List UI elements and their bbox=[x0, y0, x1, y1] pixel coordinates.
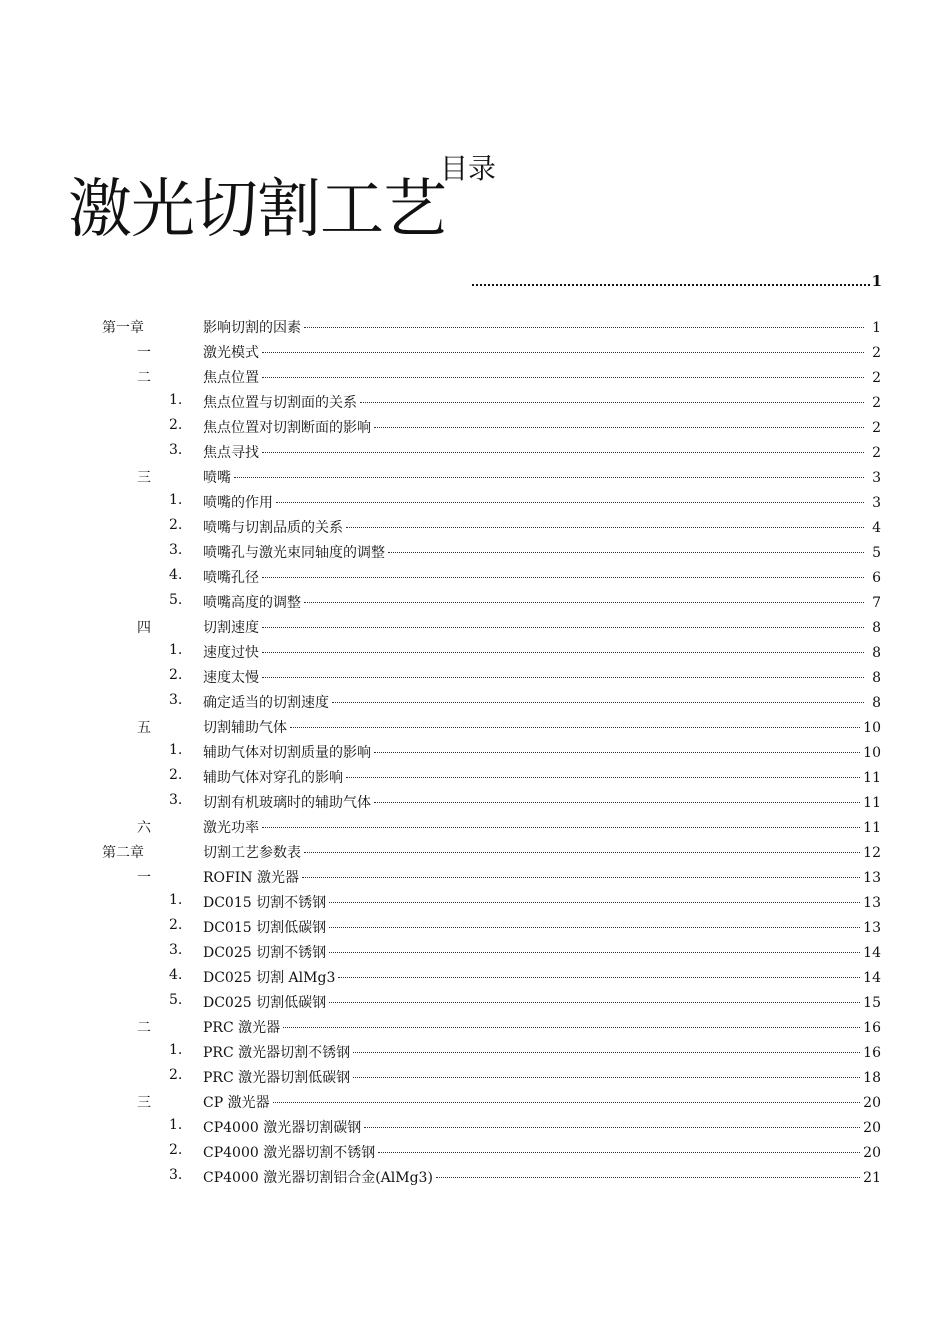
toc-entry-line bbox=[203, 517, 881, 537]
dot-leader bbox=[329, 1002, 860, 1003]
toc-entry-page: 11 bbox=[863, 770, 881, 786]
toc-entry-number: 一 bbox=[137, 870, 151, 886]
dot-leader bbox=[346, 777, 860, 778]
toc-entry-title[interactable]: ROFIN 激光器 bbox=[203, 870, 299, 886]
toc-entry[interactable] bbox=[0, 1163, 950, 1188]
toc-entry-page: 2 bbox=[872, 395, 881, 411]
toc-entry-line bbox=[203, 767, 881, 787]
toc-entry-page: 16 bbox=[863, 1020, 881, 1036]
toc-entry-page: 2 bbox=[872, 370, 881, 386]
dot-leader bbox=[304, 602, 864, 603]
toc-entry-title[interactable]: 焦点位置 bbox=[203, 370, 259, 386]
toc-entry-title[interactable]: DC025 切割不锈钢 bbox=[203, 945, 327, 961]
toc-entry-page: 14 bbox=[863, 945, 881, 961]
toc-entry-title[interactable]: CP4000 激光器切割不锈钢 bbox=[203, 1145, 376, 1161]
toc-entry-title[interactable]: PRC 激光器切割不锈钢 bbox=[203, 1045, 351, 1061]
toc-entry[interactable] bbox=[0, 388, 950, 413]
toc-entry-line bbox=[203, 1017, 881, 1037]
dot-leader bbox=[353, 1052, 860, 1053]
toc-entry-line bbox=[203, 542, 881, 562]
toc-entry-title[interactable]: 切割有机玻璃时的辅助气体 bbox=[203, 795, 371, 811]
toc-entry-number: 2. bbox=[169, 767, 183, 783]
toc-entry-title[interactable]: 影响切割的因素 bbox=[203, 320, 301, 336]
toc-entry[interactable] bbox=[0, 863, 950, 888]
toc-entry-number: 3. bbox=[169, 442, 183, 458]
toc-entry-page: 8 bbox=[872, 670, 881, 686]
dot-leader bbox=[262, 352, 864, 353]
toc-entry[interactable] bbox=[0, 463, 950, 488]
toc-entry-page: 14 bbox=[863, 970, 881, 986]
toc-entry-title[interactable]: 焦点位置与切割面的关系 bbox=[203, 395, 357, 411]
toc-entry-title[interactable]: CP 激光器 bbox=[203, 1095, 270, 1111]
toc-entry-line bbox=[203, 867, 881, 887]
toc-entry-title[interactable]: 辅助气体对穿孔的影响 bbox=[203, 770, 343, 786]
toc-entry-line bbox=[203, 717, 881, 737]
toc-entry-number: 3. bbox=[169, 1167, 183, 1183]
toc-entry-number: 第一章 bbox=[102, 320, 144, 336]
toc-entry-page: 11 bbox=[863, 795, 881, 811]
toc-entry-title[interactable]: DC015 切割低碳钢 bbox=[203, 920, 327, 936]
toc-entry-number: 2. bbox=[169, 517, 183, 533]
toc-entry[interactable] bbox=[0, 338, 950, 363]
dot-leader bbox=[290, 727, 860, 728]
toc-entry-title[interactable]: 切割速度 bbox=[203, 620, 259, 636]
toc-entry[interactable] bbox=[0, 1138, 950, 1163]
toc-entry-number: 2. bbox=[169, 667, 183, 683]
toc-entry-title[interactable]: 辅助气体对切割质量的影响 bbox=[203, 745, 371, 761]
toc-entry-line bbox=[203, 342, 881, 362]
toc-entry-number: 1. bbox=[169, 892, 183, 908]
toc-entry[interactable] bbox=[0, 613, 950, 638]
toc-entry-number: 第二章 bbox=[102, 845, 144, 861]
dot-leader bbox=[374, 427, 864, 428]
toc-entry[interactable] bbox=[0, 1088, 950, 1113]
toc-entry-number: 5. bbox=[169, 992, 183, 1008]
dot-leader bbox=[436, 1177, 860, 1178]
toc-entry-line bbox=[203, 1067, 881, 1087]
toc-entry[interactable] bbox=[0, 1013, 950, 1038]
dot-leader bbox=[329, 952, 860, 953]
dot-leader bbox=[329, 927, 860, 928]
toc-entry-line bbox=[203, 442, 881, 462]
toc-entry-page: 6 bbox=[872, 570, 881, 586]
toc-entry-title[interactable]: 切割工艺参数表 bbox=[203, 845, 301, 861]
dot-leader bbox=[338, 977, 860, 978]
toc-entry[interactable] bbox=[0, 688, 950, 713]
toc-entry[interactable] bbox=[0, 913, 950, 938]
toc-entry-page: 8 bbox=[872, 695, 881, 711]
toc-entry-page: 7 bbox=[872, 595, 881, 611]
toc-entry-line bbox=[203, 317, 881, 337]
toc-entry-number: 1. bbox=[169, 1117, 183, 1133]
toc-entry-page: 8 bbox=[872, 620, 881, 636]
toc-entry-page: 8 bbox=[872, 645, 881, 661]
toc-entry-page: 2 bbox=[872, 420, 881, 436]
dot-leader bbox=[378, 1152, 860, 1153]
toc-entry-title[interactable]: PRC 激光器切割低碳钢 bbox=[203, 1070, 351, 1086]
toc-entry[interactable] bbox=[0, 363, 950, 388]
toc-entry-line bbox=[203, 1042, 881, 1062]
toc-entry-number: 2. bbox=[169, 1067, 183, 1083]
toc-entry[interactable] bbox=[0, 638, 950, 663]
toc-entry-line bbox=[203, 642, 881, 662]
toc-entry-number: 三 bbox=[137, 1095, 151, 1111]
toc-entry-line bbox=[203, 917, 881, 937]
toc-entry-title[interactable]: DC025 切割低碳钢 bbox=[203, 995, 327, 1011]
toc-entry-title[interactable]: DC015 切割不锈钢 bbox=[203, 895, 327, 911]
toc-entry-title[interactable]: 激光模式 bbox=[203, 345, 259, 361]
dot-leader bbox=[304, 327, 864, 328]
toc-entry-page: 18 bbox=[863, 1070, 881, 1086]
toc-entry-page: 3 bbox=[872, 495, 881, 511]
toc-entry-page: 13 bbox=[863, 870, 881, 886]
toc-entry-line bbox=[203, 417, 881, 437]
toc-entry-title[interactable]: 喷嘴的作用 bbox=[203, 495, 273, 511]
document-title: 激光切割工艺 bbox=[68, 173, 446, 247]
toc-entry-number: 4. bbox=[169, 567, 183, 583]
dot-leader bbox=[353, 1077, 860, 1078]
toc-entry-page: 4 bbox=[872, 520, 881, 536]
toc-entry-line bbox=[203, 1092, 881, 1112]
toc-entry[interactable] bbox=[0, 763, 950, 788]
toc-entry-line bbox=[203, 667, 881, 687]
toc-entry-page: 13 bbox=[863, 895, 881, 911]
dot-leader bbox=[346, 527, 864, 528]
toc-entry-title[interactable]: 速度过快 bbox=[203, 645, 259, 661]
toc-entry[interactable] bbox=[0, 513, 950, 538]
toc-entry-number: 二 bbox=[137, 1020, 151, 1036]
toc-entry[interactable] bbox=[0, 413, 950, 438]
dot-leader bbox=[262, 677, 864, 678]
toc-entry-number: 3. bbox=[169, 942, 183, 958]
toc-entry-page: 20 bbox=[863, 1095, 881, 1111]
toc-entry-number: 1. bbox=[169, 642, 183, 658]
toc-entry-page: 3 bbox=[872, 470, 881, 486]
dot-leader bbox=[273, 1102, 861, 1103]
toc-entry-page: 12 bbox=[863, 845, 881, 861]
toc-entry-page: 2 bbox=[872, 445, 881, 461]
toc-entry-number: 四 bbox=[137, 620, 151, 636]
toc-entry[interactable] bbox=[0, 963, 950, 988]
toc-entry[interactable] bbox=[0, 1038, 950, 1063]
toc-entry-line bbox=[203, 1142, 881, 1162]
toc-entry-title[interactable]: 焦点位置对切割断面的影响 bbox=[203, 420, 371, 436]
toc-entry-title[interactable]: 喷嘴高度的调整 bbox=[203, 595, 301, 611]
toc-entry-number: 2. bbox=[169, 1142, 183, 1158]
dot-leader bbox=[302, 877, 860, 878]
toc-entry-line bbox=[203, 1117, 881, 1137]
toc-entry[interactable] bbox=[0, 663, 950, 688]
dot-leader bbox=[262, 452, 864, 453]
toc-entry-title[interactable]: 喷嘴 bbox=[203, 470, 231, 486]
toc-entry-line bbox=[203, 492, 881, 512]
toc-entry[interactable] bbox=[0, 813, 950, 838]
toc-entry-page: 20 bbox=[863, 1145, 881, 1161]
toc-entry-number: 五 bbox=[137, 720, 151, 736]
toc-entry-title[interactable]: 速度太慢 bbox=[203, 670, 259, 686]
table-of-contents bbox=[0, 313, 950, 1188]
dot-leader bbox=[364, 1127, 860, 1128]
toc-entry-line bbox=[203, 467, 881, 487]
dot-leader bbox=[374, 802, 860, 803]
toc-entry-number: 3. bbox=[169, 792, 183, 808]
toc-entry-number: 1. bbox=[169, 742, 183, 758]
toc-entry-number: 2. bbox=[169, 917, 183, 933]
dot-leader bbox=[332, 702, 864, 703]
dot-leader bbox=[283, 1027, 860, 1028]
toc-entry-number: 5. bbox=[169, 592, 183, 608]
toc-entry-title[interactable]: 喷嘴孔径 bbox=[203, 570, 259, 586]
toc-entry-line bbox=[203, 842, 881, 862]
toc-entry-title[interactable]: 焦点寻找 bbox=[203, 445, 259, 461]
toc-entry-number: 1. bbox=[169, 1042, 183, 1058]
toc-entry-line bbox=[203, 617, 881, 637]
toc-entry-number: 三 bbox=[137, 470, 151, 486]
toc-entry-page: 20 bbox=[863, 1120, 881, 1136]
toc-first-line[interactable] bbox=[472, 272, 882, 290]
toc-entry-number: 二 bbox=[137, 370, 151, 386]
toc-entry-line bbox=[203, 1167, 881, 1187]
dot-leader bbox=[262, 377, 864, 378]
toc-entry-page: 15 bbox=[863, 995, 881, 1011]
toc-entry[interactable] bbox=[0, 1113, 950, 1138]
dot-leader bbox=[472, 282, 870, 286]
dot-leader bbox=[360, 402, 864, 403]
toc-entry-title[interactable]: PRC 激光器 bbox=[203, 1020, 281, 1036]
toc-entry-line bbox=[203, 692, 881, 712]
toc-heading: 目录 bbox=[440, 152, 497, 185]
toc-entry-number: 一 bbox=[137, 345, 151, 361]
toc-entry[interactable] bbox=[0, 888, 950, 913]
toc-entry-number: 六 bbox=[137, 820, 151, 836]
toc-entry-line bbox=[203, 592, 881, 612]
dot-leader bbox=[234, 477, 864, 478]
toc-entry-page: 1 bbox=[872, 320, 881, 336]
dot-leader bbox=[304, 852, 860, 853]
toc-entry[interactable] bbox=[0, 563, 950, 588]
toc-entry-line bbox=[203, 792, 881, 812]
toc-entry-number: 3. bbox=[169, 542, 183, 558]
toc-entry-number: 1. bbox=[169, 392, 183, 408]
toc-entry-title[interactable]: DC025 切割 AlMg3 bbox=[203, 970, 336, 986]
toc-entry[interactable] bbox=[0, 838, 950, 863]
toc-entry-page: 11 bbox=[863, 820, 881, 836]
toc-entry-line bbox=[203, 367, 881, 387]
toc-entry-number: 3. bbox=[169, 692, 183, 708]
toc-entry-line bbox=[203, 942, 881, 962]
toc-entry-title[interactable]: 喷嘴与切割品质的关系 bbox=[203, 520, 343, 536]
toc-first-line-page: 1 bbox=[871, 272, 882, 290]
dot-leader bbox=[374, 752, 860, 753]
toc-entry[interactable] bbox=[0, 313, 950, 338]
toc-entry-page: 16 bbox=[863, 1045, 881, 1061]
toc-entry-number: 2. bbox=[169, 417, 183, 433]
toc-entry[interactable] bbox=[0, 538, 950, 563]
toc-entry-page: 21 bbox=[863, 1170, 881, 1186]
dot-leader bbox=[276, 502, 864, 503]
toc-entry[interactable] bbox=[0, 488, 950, 513]
toc-entry[interactable] bbox=[0, 788, 950, 813]
toc-entry-page: 5 bbox=[872, 545, 881, 561]
dot-leader bbox=[262, 827, 860, 828]
toc-entry-line bbox=[203, 892, 881, 912]
dot-leader bbox=[329, 902, 860, 903]
toc-entry[interactable] bbox=[0, 438, 950, 463]
toc-entry-number: 1. bbox=[169, 492, 183, 508]
toc-entry-line bbox=[203, 967, 881, 987]
dot-leader bbox=[262, 577, 864, 578]
toc-entry[interactable] bbox=[0, 938, 950, 963]
toc-entry-title[interactable]: 激光功率 bbox=[203, 820, 259, 836]
toc-entry-line bbox=[203, 992, 881, 1012]
toc-entry-line bbox=[203, 817, 881, 837]
toc-entry[interactable] bbox=[0, 588, 950, 613]
toc-entry[interactable] bbox=[0, 1063, 950, 1088]
toc-entry-page: 13 bbox=[863, 920, 881, 936]
toc-entry-line bbox=[203, 392, 881, 412]
toc-entry-title[interactable]: CP4000 激光器切割碳钢 bbox=[203, 1120, 362, 1136]
dot-leader bbox=[262, 627, 864, 628]
toc-entry-page: 10 bbox=[863, 745, 881, 761]
toc-entry-title[interactable]: 确定适当的切割速度 bbox=[203, 695, 329, 711]
dot-leader bbox=[388, 552, 864, 553]
toc-entry[interactable] bbox=[0, 988, 950, 1013]
toc-entry-title[interactable]: 喷嘴孔与激光束同轴度的调整 bbox=[203, 545, 385, 561]
dot-leader bbox=[262, 652, 864, 653]
toc-entry-title[interactable]: 切割辅助气体 bbox=[203, 720, 287, 736]
toc-entry-title[interactable]: CP4000 激光器切割铝合金(AlMg3) bbox=[203, 1170, 433, 1186]
toc-entry-number: 4. bbox=[169, 967, 183, 983]
toc-entry-line bbox=[203, 742, 881, 762]
toc-entry-page: 2 bbox=[872, 345, 881, 361]
toc-entry-line bbox=[203, 567, 881, 587]
toc-entry[interactable] bbox=[0, 713, 950, 738]
toc-entry-page: 10 bbox=[863, 720, 881, 736]
toc-entry[interactable] bbox=[0, 738, 950, 763]
